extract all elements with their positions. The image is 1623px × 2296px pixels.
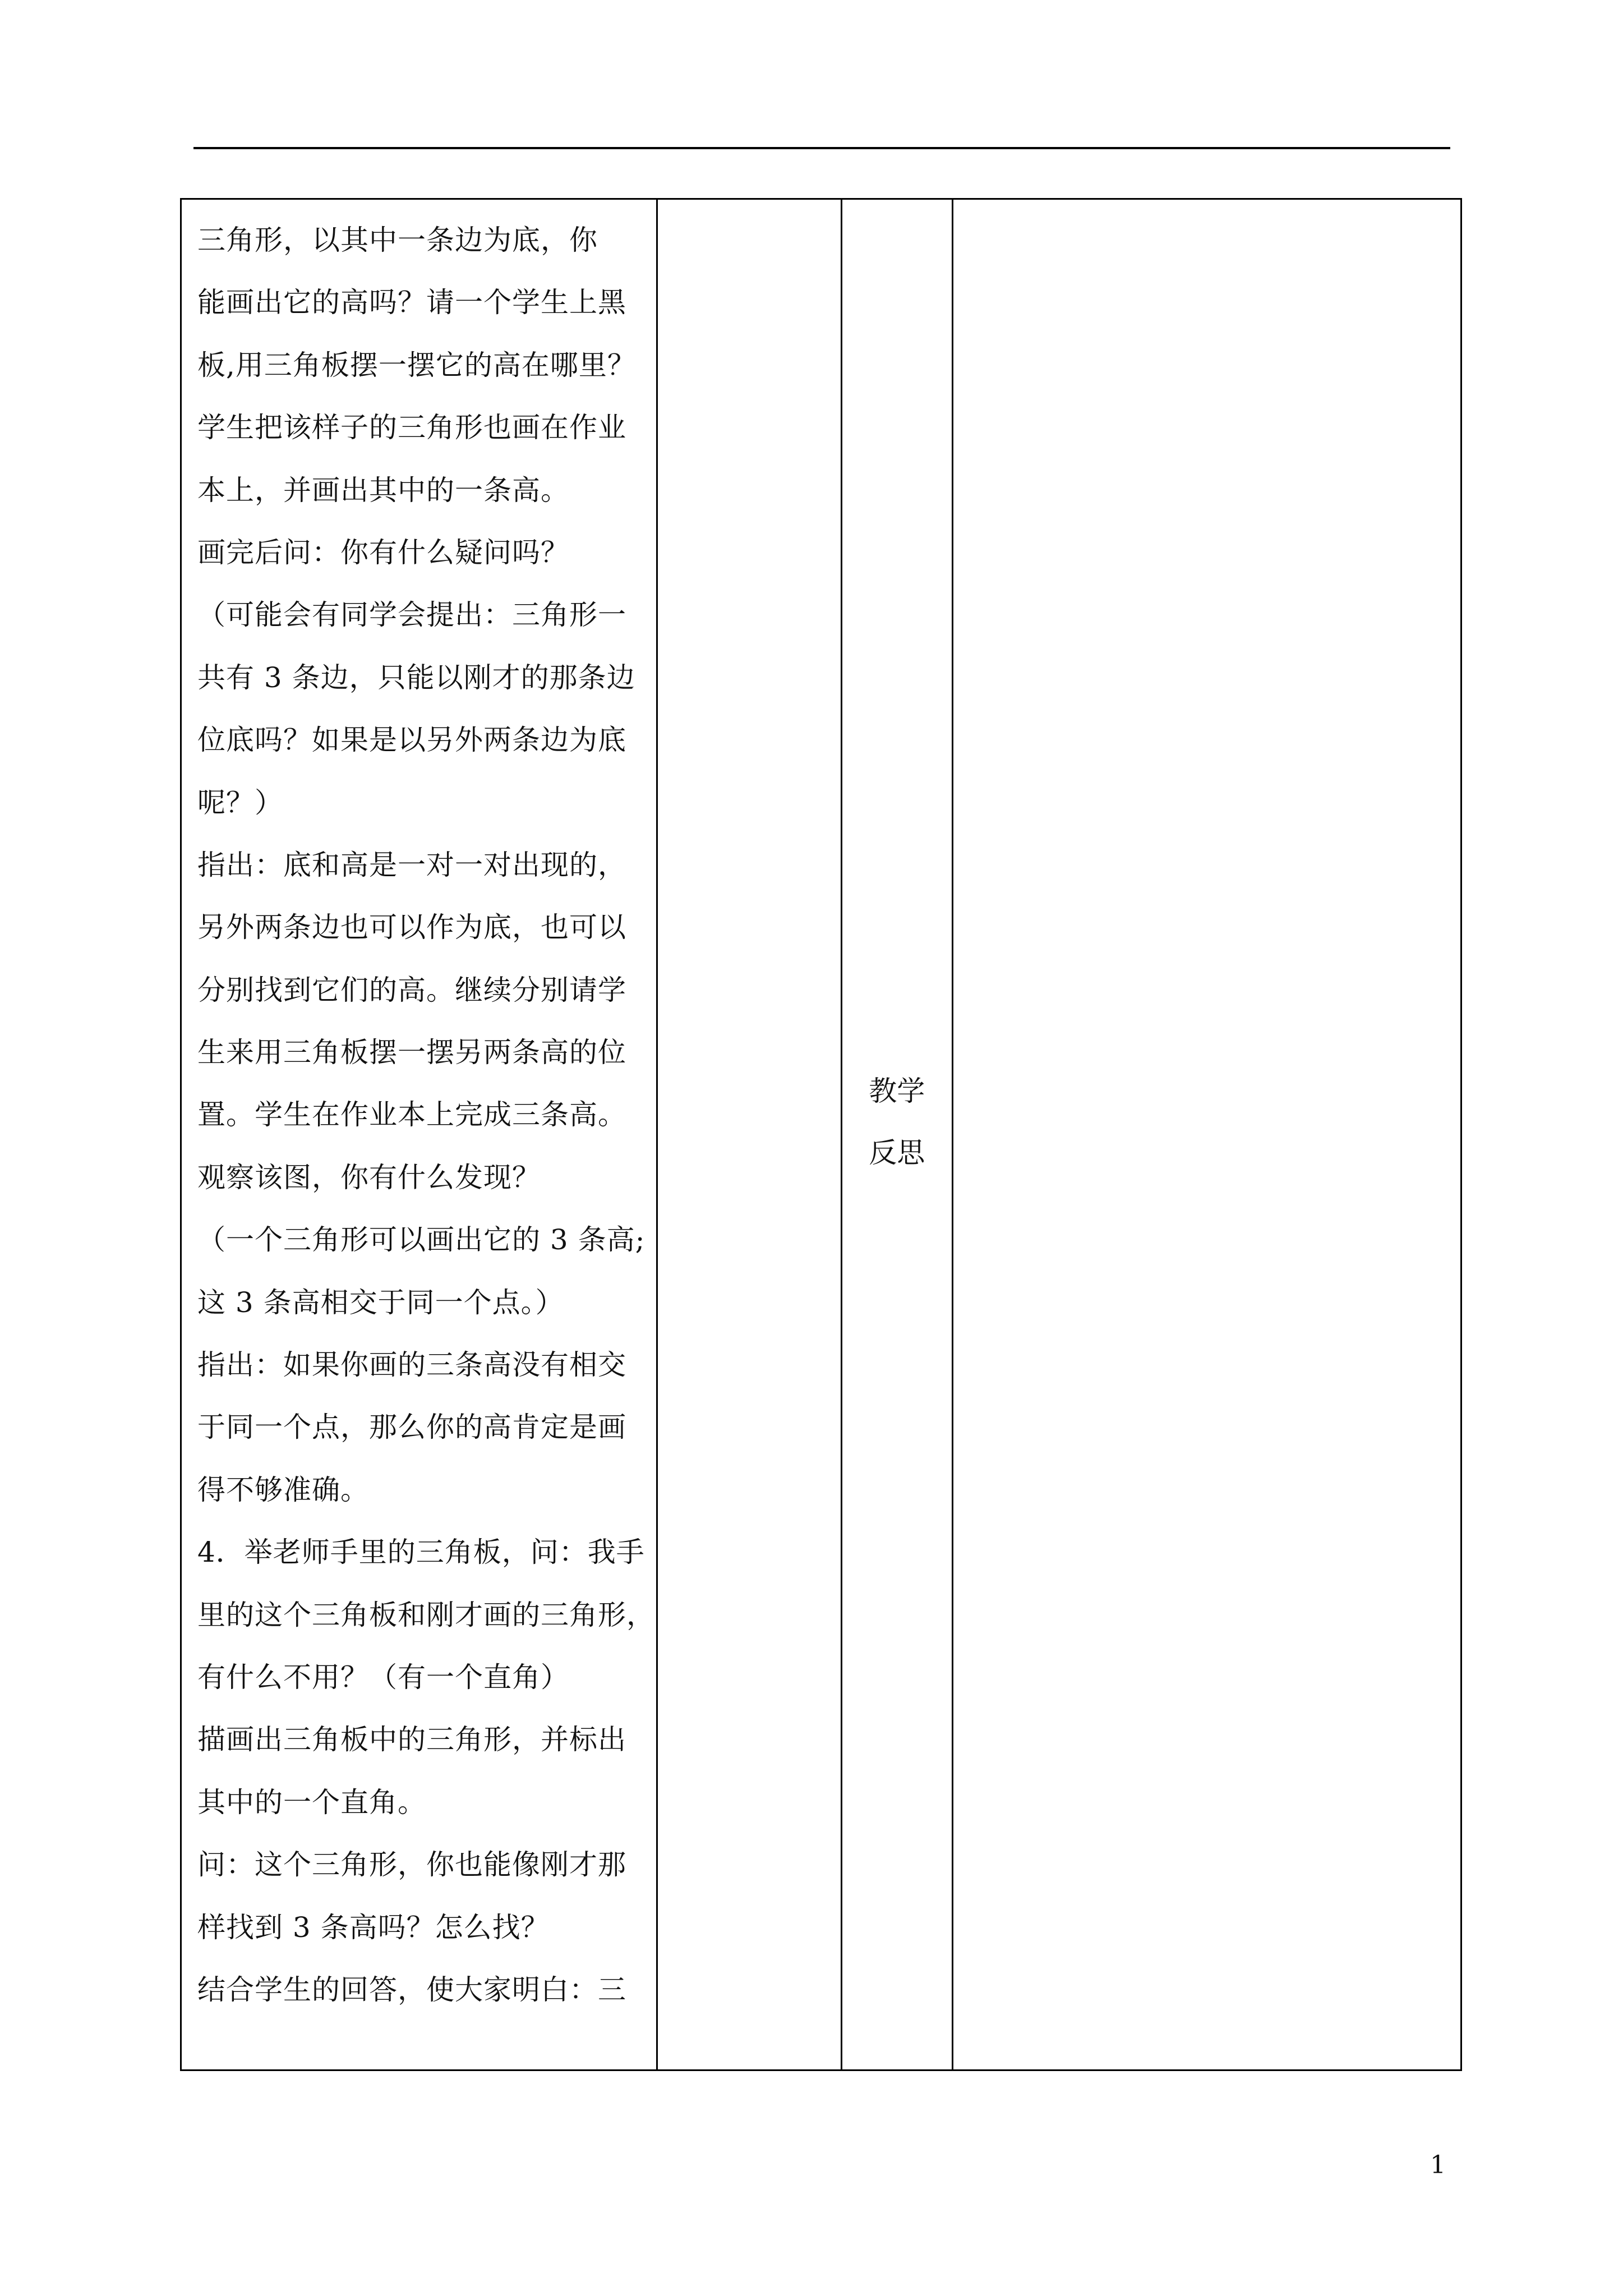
lesson-text bbox=[197, 209, 656, 2021]
text-line: 另外两条边也可以作为底，也可以 bbox=[197, 911, 626, 944]
text-line: 能画出它的高吗？请一个学生上黑 bbox=[197, 286, 626, 319]
text-line: 三角形，以其中一条边为底，你 bbox=[197, 224, 598, 256]
text-line: （一个三角形可以画出它的 3 条高; bbox=[197, 1223, 645, 1257]
text-line: 有什么不用？（有一个直角） bbox=[197, 1660, 569, 1694]
text-line: 置。学生在作业本上完成三条高。 bbox=[197, 1098, 626, 1131]
text-line: 板,用三角板摆一摆它的高在哪里？ bbox=[197, 348, 636, 381]
header-rule bbox=[193, 147, 1450, 149]
text-line: 描画出三角板中的三角形，并标出 bbox=[197, 1723, 626, 1756]
text-line: 里的这个三角板和刚才画的三角形， bbox=[197, 1598, 655, 1631]
teaching-process-cell bbox=[181, 199, 657, 2070]
reflection-label: 教学反思 bbox=[869, 1074, 925, 1169]
text-line: 分别找到它们的高。继续分别请学 bbox=[197, 973, 626, 1006]
text-line: 指出：底和高是一对一对出现的， bbox=[197, 848, 626, 881]
page-number: 1 bbox=[1430, 2151, 1446, 2179]
text-line: 学生把该样子的三角形也画在作业 bbox=[197, 411, 626, 444]
text-line: 观察该图，你有什么发现？ bbox=[197, 1161, 541, 1194]
text-line: 画完后问：你有什么疑问吗？ bbox=[197, 536, 569, 569]
text-line: 4．举老师手里的三角板，问：我手 bbox=[197, 1536, 645, 1569]
text-line: 问：这个三角形，你也能像刚才那 bbox=[197, 1848, 626, 1881]
text-line: 位底吗？如果是以另外两条边为底 bbox=[197, 724, 626, 757]
text-line: 呢？） bbox=[197, 786, 283, 819]
text-line: 于同一个点，那么你的高肯定是画 bbox=[197, 1411, 626, 1444]
text-line: 这 3 条高相交于同一个点。） bbox=[197, 1286, 564, 1319]
text-line: 样找到 3 条高吗？怎么找？ bbox=[197, 1911, 550, 1944]
text-line: 生来用三角板摆一摆另两条高的位 bbox=[197, 1036, 626, 1069]
text-line: 共有 3 条边，只能以刚才的那条边 bbox=[197, 661, 635, 694]
text-line: 指出：如果你画的三条高没有相交 bbox=[197, 1349, 626, 1382]
text-line: 本上，并画出其中的一条高。 bbox=[197, 473, 569, 507]
text-line: 结合学生的回答，使大家明白：三 bbox=[197, 1973, 626, 2006]
text-line: 得不够准确。 bbox=[197, 1473, 369, 1506]
reflection-label-cell bbox=[841, 199, 952, 2070]
lesson-table bbox=[180, 198, 1462, 2071]
text-line: 其中的一个直角。 bbox=[197, 1786, 426, 1819]
blank-cell bbox=[657, 199, 841, 2070]
table-row bbox=[181, 199, 1461, 2070]
text-line: （可能会有同学会提出：三角形一 bbox=[197, 599, 626, 632]
reflection-notes-cell bbox=[952, 199, 1461, 2070]
